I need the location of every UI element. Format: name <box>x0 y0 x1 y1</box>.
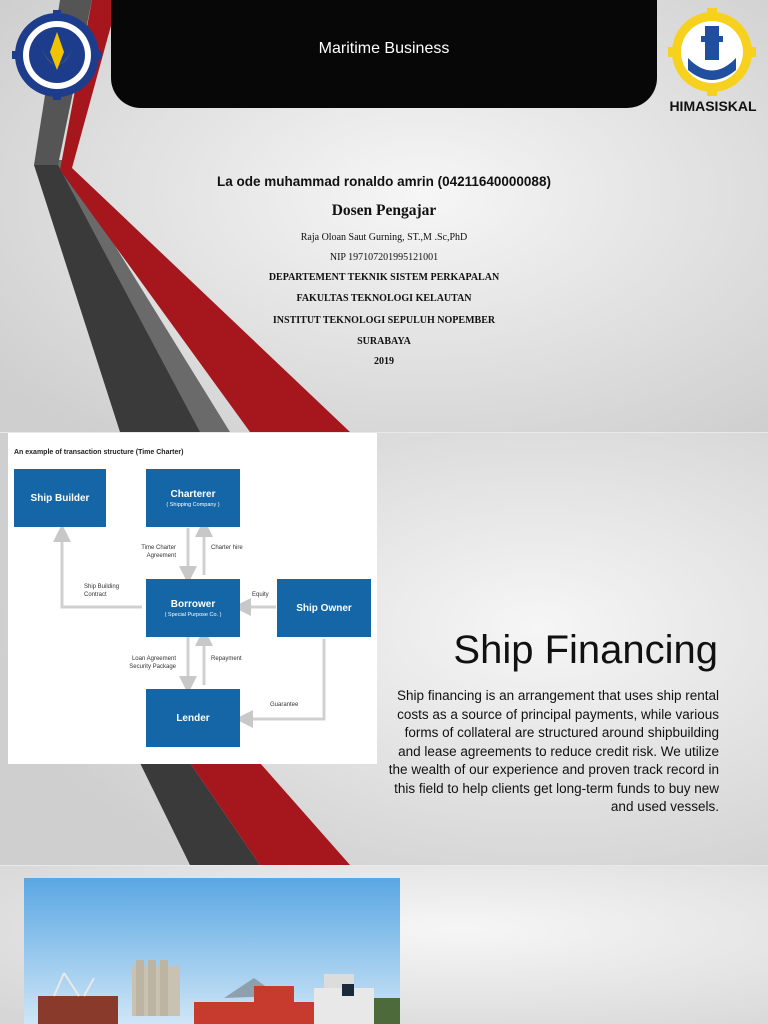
department: DEPARTEMENT TEKNIK SISTEM PERKAPALAN <box>268 272 500 283</box>
faculty: FAKULTAS TEKNOLOGI KELAUTAN <box>296 293 472 304</box>
presentation-title: Maritime Business <box>318 40 450 57</box>
label-time-charter <box>136 544 176 560</box>
label-ship-building <box>84 583 119 599</box>
label-loan-line2: Security Package <box>129 664 176 670</box>
label-repayment: Repayment <box>211 656 242 662</box>
label-charter-hire: Charter hire <box>211 545 243 551</box>
charterer-sublabel: ( Shipping Company ) <box>166 501 220 508</box>
charterer-label: Charterer <box>170 488 216 500</box>
author-name: La ode muhammad ronaldo amrin (04211640000088) <box>217 174 551 189</box>
borrower-label: Borrower <box>170 598 216 610</box>
slide-port-photo <box>0 866 768 1024</box>
lender-label: Lender <box>176 712 210 724</box>
ship-financing-heading: Ship Financing <box>453 628 718 672</box>
lecturer-nip: NIP 197107201995121001 <box>329 252 439 263</box>
ship-builder-label: Ship Builder <box>30 492 90 504</box>
diagram-title: An example of transaction structure (Time Charter) <box>14 449 184 456</box>
label-loan <box>120 655 176 671</box>
lender-box <box>146 689 240 747</box>
city: SURABAYA <box>357 336 411 347</box>
slide-title <box>0 0 768 432</box>
slide-ship-financing <box>0 433 768 865</box>
its-logo-icon <box>12 10 102 100</box>
label-time-charter-line1: Time Charter <box>141 545 176 551</box>
ship-builder-box <box>14 469 106 527</box>
label-ship-building-line1: Ship Building <box>84 584 120 590</box>
institute: INSTITUT TEKNOLOGI SEPULUH NOPEMBER <box>272 315 496 326</box>
year: 2019 <box>374 356 394 367</box>
label-time-charter-line2: Agreement <box>146 553 176 559</box>
ship-owner-label: Ship Owner <box>296 602 352 614</box>
lecturer-name: Raja Oloan Saut Gurning, ST.,M .Sc,PhD <box>300 232 468 243</box>
himasiskal-logo-text: HIMASISKAL <box>669 98 757 114</box>
label-equity: Equity <box>252 592 269 598</box>
port-photo <box>24 878 400 1024</box>
label-guarantee: Guarantee <box>270 702 299 708</box>
label-ship-building-line2: Contract <box>84 592 107 598</box>
ship-owner-box <box>277 579 371 637</box>
ship-financing-body: Ship financing is an arrangement that uses ship rental costs as a source of principal payments, while various forms of collateral are structured around shipbuilding and lease agreements to reduce credit risk. We utilize the wealth of our experience and proven track record in this field to help clients get long-term funds to buy new and used vessels. <box>388 688 719 814</box>
label-loan-line1: Loan Agreement <box>131 656 176 662</box>
dosen-heading: Dosen Pengajar <box>331 202 437 219</box>
borrower-sublabel: ( Special Purpose Co. ) <box>164 611 222 618</box>
borrower-box <box>146 579 240 637</box>
transaction-diagram <box>8 433 377 764</box>
title-bar <box>111 0 657 108</box>
charterer-box <box>146 469 240 527</box>
